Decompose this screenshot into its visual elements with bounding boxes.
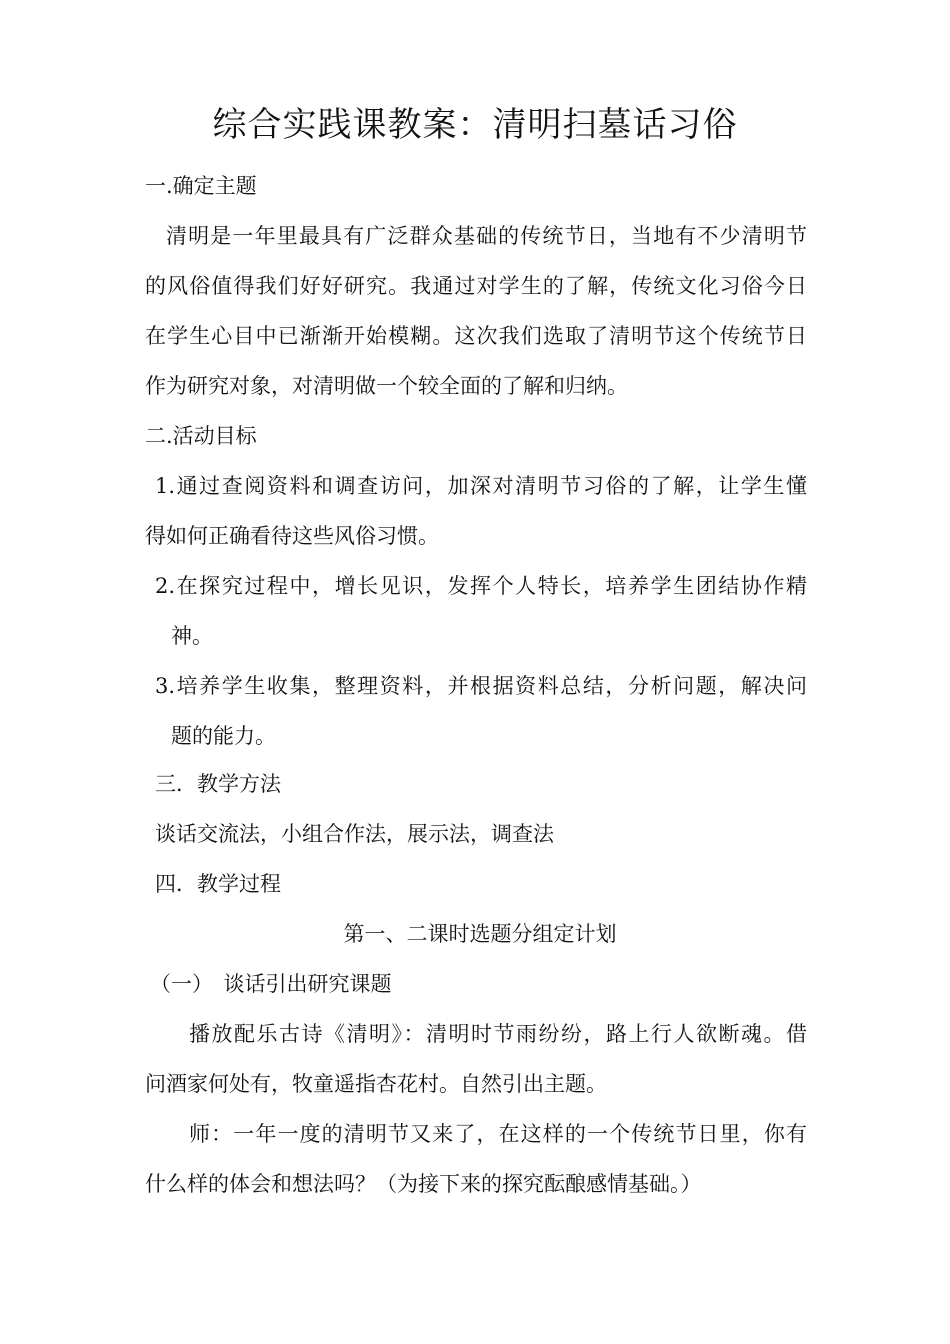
goal-item-line: 题的能力。 — [171, 724, 276, 748]
goal-item-line: 1.通过查阅资料和调查访问，加深对清明节习俗的了解，让学生懂 — [155, 474, 807, 498]
step-heading: （一） 谈话引出研究课题 — [150, 972, 392, 996]
paragraph-line: 什么样的体会和想法吗？（为接下来的探究酝酿感情基础。） — [145, 1172, 702, 1196]
goal-item-line: 2.在探究过程中，增长见识，发挥个人特长，培养学生团结协作精 — [155, 574, 807, 598]
section-heading-1: 一.确定主题 — [145, 174, 257, 198]
paragraph-line: 作为研究对象，对清明做一个较全面的了解和归纳。 — [145, 374, 628, 398]
paragraph-line: 清明是一年里最具有广泛群众基础的传统节日，当地有不少清明节 — [166, 224, 807, 248]
goal-item-line: 3.培养学生收集，整理资料，并根据资料总结，分析问题，解决问 — [155, 674, 807, 698]
paragraph-line: 师：一年一度的清明节又来了，在这样的一个传统节日里，你有 — [189, 1122, 807, 1146]
paragraph-line: 在学生心目中已渐渐开始模糊。这次我们选取了清明节这个传统节日 — [145, 324, 807, 348]
section-heading-4: 四．教学过程 — [155, 872, 281, 896]
lesson-subtitle: 第一、二课时选题分组定计划 — [343, 922, 617, 946]
section-heading-2: 二.活动目标 — [145, 424, 257, 448]
document-title: 综合实践课教案：清明扫墓话习俗 — [212, 105, 738, 145]
paragraph-line: 播放配乐古诗《清明》：清明时节雨纷纷，路上行人欲断魂。借 — [189, 1022, 807, 1046]
paragraph-line: 的风俗值得我们好好研究。我通过对学生的了解，传统文化习俗今日 — [145, 274, 807, 298]
paragraph-line: 问酒家何处有，牧童遥指杏花村。自然引出主题。 — [145, 1072, 607, 1096]
section-heading-3: 三．教学方法 — [155, 772, 281, 796]
goal-item-line: 神。 — [171, 624, 213, 648]
goal-item-line: 得如何正确看待这些风俗习惯。 — [145, 524, 439, 548]
paragraph-line: 谈话交流法，小组合作法，展示法，调查法 — [155, 822, 554, 846]
